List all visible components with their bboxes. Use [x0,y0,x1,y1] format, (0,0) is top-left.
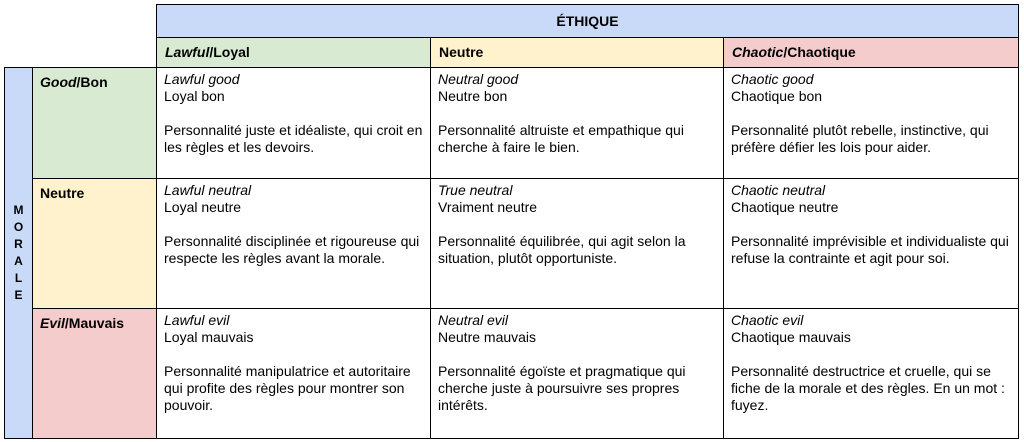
cell-title-fr: Loyal mauvais [164,329,254,345]
cell-title-fr: Neutre mauvais [438,329,537,345]
morale-letter: O [13,220,24,234]
cell-description: Personnalité juste et idéaliste, qui croit en les règles et les devoirs. [164,122,423,155]
row-evil [5,309,1019,439]
cell-description: Personnalité plutôt rebelle, instinctive, qui préfère défier les lois pour aider. [731,122,989,155]
cell-title-en: Lawful neutral [164,182,252,198]
column-header-chaotic-fr: /Chaotique [783,44,856,60]
cell-neutral-evil [431,309,724,439]
cell-neutral-good [431,68,724,179]
row-header-good-en: Good [40,74,77,90]
cell-description: Personnalité imprévisible et individualiste qui refuse la contrainte et agit pour soi. [731,233,1009,266]
row-good [5,68,1019,179]
cell-title-en: Neutral good [438,71,519,87]
cell-title-en: True neutral [438,182,513,198]
cell-title-en: Lawful good [164,71,240,87]
cell-description: Personnalité égoïste et pragmatique qui cherche juste à poursuivre ses propres intérêts. [438,363,686,413]
morale-letter: A [14,254,23,268]
row-header-neutral [33,179,157,309]
morale-header [5,68,33,439]
cell-title-fr: Chaotique mauvais [731,329,851,345]
row-header-evil-fr: /Mauvais [64,315,125,331]
ethique-header-row [5,5,1019,38]
cell-title-fr: Neutre bon [438,88,508,104]
cell-title-fr: Loyal neutre [164,199,242,215]
cell-lawful-good [157,68,431,179]
cell-description: Personnalité manipulatrice et autoritaire qui profite des règles pour montrer son pouvoir. [164,363,411,413]
ethique-header: ÉTHIQUE [157,5,1019,38]
morale-letter: L [14,271,23,285]
cell-title-fr: Vraiment neutre [438,199,538,215]
cell-title-fr: Chaotique neutre [731,199,839,215]
cell-title-en: Lawful evil [164,312,230,328]
column-header-row [5,38,1019,68]
cell-title-fr: Chaotique bon [731,88,823,104]
column-header-neutral-fr: Neutre [439,44,484,60]
row-neutral [5,179,1019,309]
cell-chaotic-neutral [724,179,1019,309]
cell-lawful-neutral [157,179,431,309]
morale-letter: R [14,237,23,251]
row-header-evil-en: Evil [40,315,65,331]
cell-description: Personnalité disciplinée et rigoureuse qui respecte les règles avant la morale. [164,233,420,266]
column-header-chaotic [724,38,1019,68]
cell-true-neutral [431,179,724,309]
cell-chaotic-evil [724,309,1019,439]
cell-chaotic-good [724,68,1019,179]
cell-description: Personnalité destructrice et cruelle, qui se fiche de la morale et des règles. En un mot : fuyez. [731,363,1005,413]
morale-letter: M [13,203,24,217]
cell-description: Personnalité équilibrée, qui agit selon la situation, plutôt opportuniste. [438,233,686,266]
row-header-evil [33,309,157,439]
corner-blank [5,5,157,38]
row-header-neutral-fr: Neutre [40,185,85,201]
row-header-good-fr: /Bon [76,74,108,90]
cell-title-en: Chaotic neutral [731,182,826,198]
column-header-lawful-fr: /Loyal [209,44,250,60]
morale-letter: E [14,288,23,302]
column-header-chaotic-en: Chaotic [732,44,784,60]
column-header-lawful-en: Lawful [165,44,210,60]
cell-title-en: Neutral evil [438,312,509,328]
column-header-neutral [431,38,724,68]
column-header-lawful [157,38,431,68]
cell-lawful-evil [157,309,431,439]
cell-title-en: Chaotic good [731,71,814,87]
cell-title-fr: Loyal bon [164,88,225,104]
alignment-table [4,4,1019,439]
cell-description: Personnalité altruiste et empathique qui cherche à faire le bien. [438,122,684,155]
row-header-good [33,68,157,179]
corner-blank-2 [5,38,157,68]
cell-title-en: Chaotic evil [731,312,804,328]
